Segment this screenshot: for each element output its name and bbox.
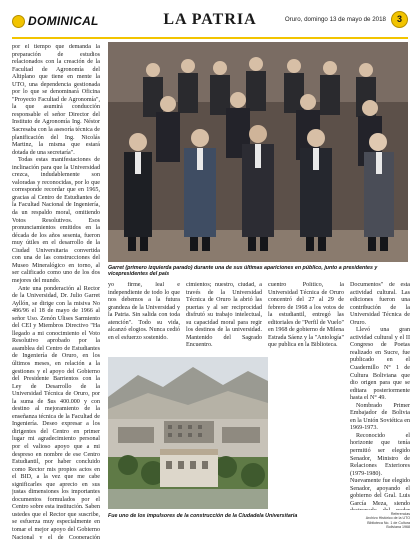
article-column-3 [186,282,262,354]
column-5-paragraph: Reconocido el horizonte que tenía permitió ser elegido Senador, Ministro de Relaciones Exteriores (1979-1980). Nuevamente fue elegido Senador, apoyando el gobierno del Gral. Luis García Meza, siendo [350,432,410,507]
campus-photo [108,357,268,509]
group-photo [108,42,408,262]
column-5-paragraph: Documentos" de esta actividad cultural. Las ediciones fueron una contribución de la Universidad Técnica de Oruro. [350,282,410,326]
newspaper-title: LA PATRIA [163,11,257,28]
column-3-paragraph: cimientos; nuestro, ciudad, a través de la Universidad Técnica de Oruro la abrió las puertas y al ser reciprocidad disfrutó su trabajo intelectual, su capacidad moral para regir los destinos de la universidad. Mantenido del Sagrado Encuentro. [186,282,262,349]
column-5-paragraph: Llevó una gran actividad cultural y el II Congreso de Poetas realizado en Sucre, fue publicado en el Cuadernillo N° 1 de Cultura Boliviana que dio origen para que se editara posteriormente hasta el N° 49. [350,327,410,402]
article-column-2 [108,282,180,354]
column-1-paragraph: Todas estas manifestaciones de inclinación para que la Universidad crezca, indudablemente son valoradas y reconocidas, por lo que corresponde recordar que en 1965, gracias al Centro de Estudiantes de la Facultad Nacional de Ingeniería, da un respaldo moral, omitiendo Votos Resolutivos. Esos pronunciamientos emitidos en la década de los años sesenta, fueron muy útiles en el desarrollo de la Ciudad Universitaria convertida con una de las construcciones del Museo Mineralógico en torno, al ser calificado como uno de los dos mejores del mundo. [12,157,100,284]
references-footer [352,512,410,530]
column-1-paragraph: Ante una ponderación al Rector de la Universidad, Dr. Julio Garret Ayllón, se dirige con la misiva No 486/96 el 18 de mayo de 1966 al señor Uso. Zenón Ulises Sarmiento del CEI y Miembros Directivo "Ha llegado a mi conocimiento el Voto Resolutivo aprobado por la asamblea del Centro de Estudiantes de Ingeniería de Oruro, en los últimos meses, en relación a la gestiones y el apoyo del Gobierno del Presidente Barrientos con la Ley de Desarrollo de la Universidad Técnica de Oruro, por la suma de $us 400.000 y con destino al mejoramiento de la enseñanza técnica de la Facultad de Ingeniería. Deseo expresar a los dirigentes del Centro en primer lugar mi agradecimiento personal por el valioso apoyo que a mi despreso en nombre de ese Centro Estudiantil, por haber concluido como Rector mis propios actos en el BID, a la vez que me cabe significarles que aprecio en sus justas dimensiones los importantes documentos formulados por el Centro sobre esta institución. Saben ustedes que el Rector que suscribe, se esfuerza muy especialmente en tomar el mejor apoyo del Gobierno Nacional y el de Cooperación [12,285,100,539]
group-photo-illustration [108,42,408,262]
column-5-paragraph: Nombrado Primer Embajador de Bolivia en la Unión Soviética en 1969-1973. [350,402,410,432]
header-rule [12,37,408,39]
page-number-badge: 3 [391,11,408,28]
reference-line: Biblioteca No. 1 de Cultura Boliviana 1968 [367,520,410,530]
campus-photo-illustration [108,357,268,509]
column-2-paragraph: yo firme, leal e independiente de todo lo que nos debemos a la futura grandeza de la Universidad y la Patria. Sin salida con toda atención". Todo su vida, alcanzó elogios. Nunca cedió en el esfuerzo sostenido. [108,282,180,341]
references-heading: Referencias [390,512,410,516]
article-column-5 [350,282,410,510]
page-header [12,10,408,38]
reference-line: Archivo Histórico de la UTO [365,516,410,521]
campus-photo-caption: Fue uno de los impulsores de la construcción de la Ciudadela Universitaria [108,513,298,519]
section-name: DOMINICAL [28,14,99,28]
group-photo-caption: Garret (primero izquierda parado) durante una de sus últimas apariciones en público, junto a presidentes y vicepresidentes del país [108,265,378,278]
article-column-1 [12,44,100,539]
column-1-paragraph: por el tiempo que demanda la preparación de estudios relacionados con la creación de la Facultad de Agronomía del Altiplano que tiene en mente la UTO, una dependencia gestionada por lo que se denominará Oficina "Proyecto Facultad de Agronomía", la que asumirá conducción responsable el señor Director del Instituto de Agronomía Ing. Néstor Sacresaba con la asesoría técnica de planificación del Ing. Nicolás Martinz, la misma que estará dotada de una secretaría". [12,44,100,156]
column-4-paragraph: cuentro Político, la Universidad Técnica de Oruro concentró del 27 al 29 de febrero de 1968 a los votos de la estudiantil, entregó las editoriales de "Perfil de Vuelo" en 1968 de gobierno de Milena Estrada Sáenz y la "Antología" que publica en la Biblioteca. [268,282,344,349]
dateline: Oruro, domingo 13 de mayo de 2018 [284,16,386,23]
article-column-4 [268,282,344,354]
